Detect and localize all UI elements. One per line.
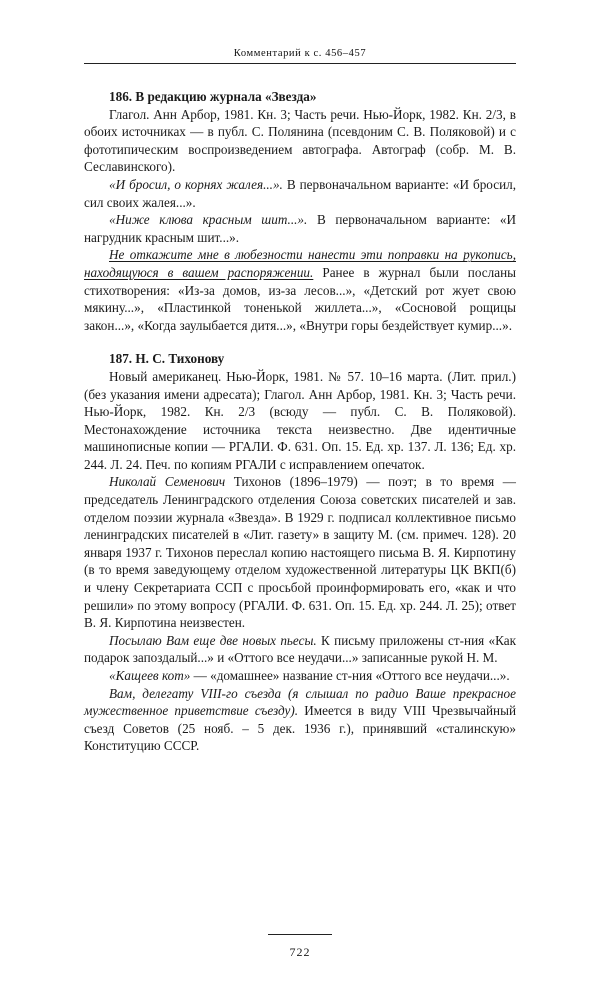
quoted-incipit: Николай Семенович: [109, 474, 226, 490]
commentary-paragraph: [84, 246, 516, 334]
body-text: — «домашнее» название ст-ния «Оттого все неудачи...».: [190, 668, 510, 683]
commentary-section: [84, 350, 516, 755]
header-rule: [84, 63, 516, 64]
quoted-incipit: Посылаю Вам еще две новых пьесы.: [109, 632, 317, 648]
body-text: Тихонов (1896–1979) — поэт; в то время — председатель Ленинградского отделения Союза советских писателей и зав. отделом поэзии журнала «Звезда». В 1929 г. подписал коллективное письмо ленинградских писателей в «Лит. газету» в защиту М. (см. примеч. 128). 20 января 1937 г. Тихонов переслал копию настоящего письма В. Я. Кирпотину (в то время заведующему отделом художественной литературы ЦК ВКП(б) и члену Секретариата ССП с просьбой проинформировать его, «как и что решили» по этому вопросу (РГАЛИ. Ф. 631. Оп. 15. Ед. хр. 244. Л. 25); ответ В. Я. Кирпотина неизвестен.: [84, 474, 516, 631]
underlined-quote: Не откажите мне в любезности нанести эти поправки на рукопись, находящуюся в вашем распоряжении.: [84, 247, 516, 280]
body-text: В первоначальном варианте: «И бросил, сил своих жалея...».: [84, 176, 516, 210]
body-text: Ранее в журнал были посланы стихотворения: «Из-за домов, из-за лесов...», «Детский рот жует свою мякину...», «Пластинкой тоненькой жиллета...», «Сосновой рощицы закон...», «Когда заулыбается дитя...», «Внутри горы бездействует кумир...».: [84, 264, 516, 333]
quoted-incipit: Вам, делегату VIII-го съезда (я слышал по радио Ваше прекрасное мужественное приветствие съезду).: [84, 685, 516, 719]
quoted-incipit: «Кащеев кот»: [109, 668, 191, 683]
page-footer: [84, 934, 516, 960]
commentary-paragraph: [84, 685, 516, 755]
quoted-incipit: «Ниже клюва красным шит...».: [109, 212, 308, 228]
commentary-sections: [84, 88, 516, 755]
quoted-incipit: «И бросил, о корнях жалея...».: [109, 176, 283, 192]
page-number: 722: [289, 945, 311, 959]
commentary-paragraph: [84, 473, 516, 631]
commentary-paragraph: [84, 176, 516, 211]
commentary-paragraph: [84, 211, 516, 246]
body-text: Новый американец. Нью-Йорк, 1981. № 57. 10–16 марта. (Лит. прил.) (без указания имени адресата); Глагол. Анн Арбор, 1981. Кн. 3; Часть речи. Нью-Йорк, 1982. Кн. 2/3 (всюду — публ. С. В. Поляковой). Местонахождение источника текста неизвестно. Две идентичные машинописные копии — РГАЛИ. Ф. 631. Оп. 15. Ед. хр. 137. Л. 136; Ед. хр. 244. Л. 24. Печ. по копиям РГАЛИ с исправлением опечаток.: [84, 368, 516, 472]
body-text: В первоначальном варианте: «И нагрудник красным шит...».: [84, 212, 516, 245]
running-header: [84, 48, 516, 64]
section-title: 186. В редакцию журнала «Звезда»: [109, 89, 317, 104]
commentary-paragraph: [84, 632, 516, 667]
body-text: Имеется в виду VIII Чрезвычайный съезд Советов (25 нояб. – 5 дек. 1936 г.), принявший «сталинскую» Конституцию СССР.: [84, 703, 516, 754]
running-title: Комментарий к с. 456–457: [233, 48, 367, 59]
commentary-section: [84, 88, 516, 334]
footer-rule: [268, 934, 332, 935]
body-text: К письму приложены ст-ния «Как подарок запоздалый...» и «Оттого все неудачи...» записанные рукой Н. М.: [84, 632, 516, 666]
page-content: [84, 88, 516, 755]
section-title: 187. Н. С. Тихонову: [109, 351, 225, 367]
commentary-paragraph: [84, 106, 516, 176]
body-text: Глагол. Анн Арбор, 1981. Кн. 3; Часть речи. Нью-Йорк, 1982. Кн. 2/3, в обоих источниках — в публ. С. Полянина (псевдоним С. В. Поляковой) и с фототипическим воспроизведением автографа. Автограф (собр. М. В. Сеславинского).: [84, 106, 516, 175]
commentary-paragraph: [84, 368, 516, 474]
commentary-paragraph: [84, 667, 516, 685]
